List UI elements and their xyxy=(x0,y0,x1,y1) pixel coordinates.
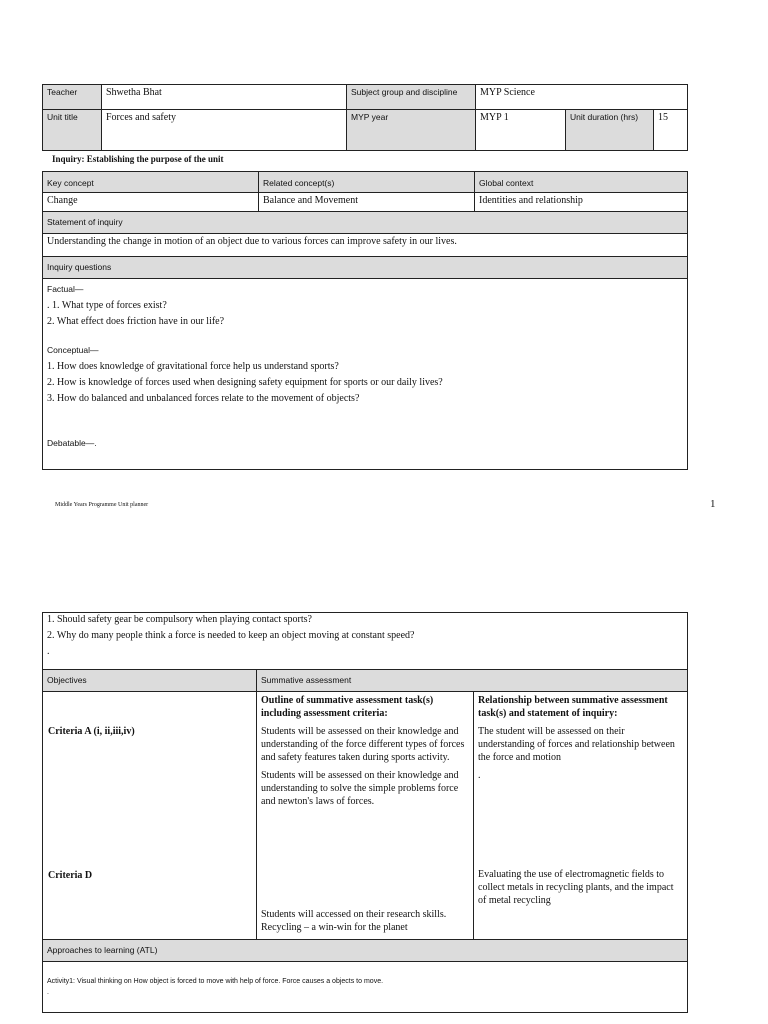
unit-title-label: Unit title xyxy=(42,109,102,151)
relationship-dot: . xyxy=(478,770,481,781)
teacher-value: Shwetha Bhat xyxy=(101,84,347,110)
duration-label: Unit duration (hrs) xyxy=(565,109,654,151)
summative-label: Summative assessment xyxy=(256,669,688,692)
conceptual-question: 2. How is knowledge of forces used when designing safety equipment for sports or our daily lives? xyxy=(47,377,443,388)
objectives-cell xyxy=(42,691,257,940)
related-concept-value: Balance and Movement xyxy=(258,192,475,212)
inquiry-questions-label: Inquiry questions xyxy=(42,256,688,279)
global-context-label: Global context xyxy=(474,171,688,193)
inquiry-heading-rest: : Establishing the purpose of the unit xyxy=(81,154,224,164)
duration-value: 15 xyxy=(653,109,688,151)
activity-text: Activity1: Visual thinking on How object is forced to move with help of force. Force causes a objects to move. xyxy=(47,978,384,985)
inquiry-heading xyxy=(52,154,224,164)
subject-value: MYP Science xyxy=(475,84,688,110)
factual-label: Factual— xyxy=(47,284,84,294)
outline-text: Students will be assessed on their knowledge and understanding to solve the simple problems force and newton's laws of forces. xyxy=(261,770,459,807)
outline-cell xyxy=(256,691,474,940)
debatable-question: . xyxy=(47,646,50,657)
year-value: MYP 1 xyxy=(475,109,566,151)
statement-value: Understanding the change in motion of an object due to various forces can improve safety in our lives. xyxy=(42,233,688,257)
relationship-heading: Relationship between summative assessment task(s) and statement of inquiry: xyxy=(478,695,668,719)
criteria-d: Criteria D xyxy=(48,870,93,881)
statement-label: Statement of inquiry xyxy=(42,211,688,234)
inquiry-heading-bold: Inquiry xyxy=(52,154,82,164)
outline-text: Students will accessed on their research skills. Recycling – a win-win for the planet xyxy=(261,909,447,933)
debatable-question: 1. Should safety gear be compulsory when playing contact sports? xyxy=(47,614,312,625)
factual-question: . 1. What type of forces exist? xyxy=(47,300,167,311)
outline-text: Students will be assessed on their knowledge and understanding of the force different types of forces and safety features taken during sports activity. xyxy=(261,726,465,763)
relationship-text: Evaluating the use of electromagnetic fields to collect metals in recycling plants, and the impact of metal recycling xyxy=(478,869,674,906)
related-concept-label: Related concept(s) xyxy=(258,171,475,193)
debatable-question: 2. Why do many people think a force is needed to keep an object moving at constant speed? xyxy=(47,630,415,641)
factual-question: 2. What effect does friction have in our life? xyxy=(47,316,225,327)
page-number: 1 xyxy=(710,498,716,510)
objectives-label: Objectives xyxy=(42,669,257,692)
global-context-value: Identities and relationship xyxy=(474,192,688,212)
atl-body xyxy=(42,961,688,1013)
conceptual-label: Conceptual— xyxy=(47,345,99,355)
conceptual-question: 3. How do balanced and unbalanced forces relate to the movement of objects? xyxy=(47,393,360,404)
inquiry-questions-body xyxy=(42,278,688,470)
unit-title-value: Forces and safety xyxy=(101,109,347,151)
subject-label: Subject group and discipline xyxy=(346,84,476,110)
atl-label: Approaches to learning (ATL) xyxy=(42,939,688,962)
relationship-text: The student will be assessed on their understanding of forces and relationship between the force and motion xyxy=(478,726,675,763)
conceptual-question: 1. How does knowledge of gravitational force help us understand sports? xyxy=(47,361,339,372)
teacher-label: Teacher xyxy=(42,84,102,110)
debatable-label: Debatable—. xyxy=(47,438,97,448)
key-concept-label: Key concept xyxy=(42,171,259,193)
key-concept-value: Change xyxy=(42,192,259,212)
activity-dot: . xyxy=(47,989,49,996)
footer-text: Middle Years Programme Unit planner xyxy=(55,502,149,508)
relationship-cell xyxy=(473,691,688,940)
criteria-a: Criteria A (i, ii,iii,iv) xyxy=(48,726,135,737)
outline-heading: Outline of summative assessment task(s) including assessment criteria: xyxy=(261,695,434,719)
debatable-questions xyxy=(42,612,688,670)
year-label: MYP year xyxy=(346,109,476,151)
